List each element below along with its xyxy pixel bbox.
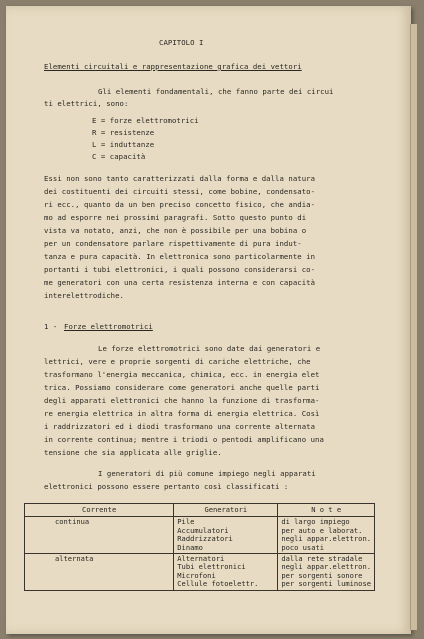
page-edge: [410, 24, 417, 630]
paragraph-line: i raddrizzatori ed i diodi trasformano una corrente alternata: [44, 422, 316, 431]
element-list-item: L = induttanze: [92, 140, 155, 149]
element-list-item: R = resistenze: [92, 128, 155, 137]
paragraph-line: mo ad esporre nei prossimi paragrafi. Sotto questo punto di: [44, 213, 307, 222]
subsection-title: Forze elettromotrici: [64, 322, 153, 331]
paragraph-line: lettrici, vere e proprie sorgenti di cariche elettriche, che: [44, 357, 311, 366]
paragraph-line: dei costituenti dei circuiti stessi, come bobine, condensato-: [44, 187, 316, 196]
column-header-corrente: Corrente: [25, 504, 174, 517]
paragraph-line: vista va notato, anzi, che non è possibile per una bobina o: [44, 226, 307, 235]
paragraph-line: portanti i tubi elettronici, i quali possono considerarsi co-: [44, 265, 316, 274]
element-list-item: C = capacità: [92, 152, 146, 161]
table-row: [25, 517, 375, 554]
table-cell-note: di largo impiego per auto e laborat. negli appar.elettron. poco usati: [278, 517, 375, 554]
paragraph-line: tensione che sia applicata alle griglie.: [44, 448, 222, 457]
paragraph-line: Le forze elettromotrici sono date dai generatori e: [98, 344, 321, 353]
column-header-note: N o t e: [278, 504, 375, 517]
paragraph-line: in corrente continua; mentre i triodi o pentodi amplificano una: [44, 435, 324, 444]
paragraph-line: ri ecc., quanto da un ben preciso concetto fisico, che andia-: [44, 200, 316, 209]
paragraph-line: degli apparati elettronici che hanno la funzione di trasforma-: [44, 396, 320, 405]
paragraph-line: I generatori di più comune impiego negli apparati: [98, 469, 316, 478]
table-row: [25, 554, 375, 591]
paragraph-line: elettronici possono essere pertanto così classificati :: [44, 482, 289, 491]
paragraph-line: tanza e pura capacità. In elettronica sono particolarmente in: [44, 252, 316, 261]
subsection-number: 1 -: [44, 322, 58, 331]
table-cell-note: dalla rete stradale negli appar.elettron. per sorgenti sonore per sorgenti luminose: [278, 554, 375, 591]
chapter-heading: CAPITOLO I: [159, 38, 204, 47]
paragraph-line: interelettrodiche.: [44, 291, 124, 300]
document-page: [6, 6, 411, 634]
table-cell-corrente: continua: [25, 517, 174, 554]
paragraph-line: re energia elettrica in altra forma di energia elettrica. Così: [44, 409, 320, 418]
column-header-generatori: Generatori: [174, 504, 278, 517]
section-title: Elementi circuitali e rappresentazione grafica dei vettori: [44, 62, 302, 71]
table-header-row: [25, 504, 375, 517]
element-list-item: E = forze elettromotrici: [92, 116, 199, 125]
table-cell-generatori: Alternatori Tubi elettronici Microfoni Cellule fotoelettr.: [174, 554, 278, 591]
paragraph-line: Essi non sono tanto caratterizzati dalla forma e dalla natura: [44, 174, 316, 183]
table-cell-corrente: alternata: [25, 554, 174, 591]
paragraph-line: trasformano l'energia meccanica, chimica, ecc. in energia elet: [44, 370, 320, 379]
intro-line: Gli elementi fondamentali, che fanno parte dei circui: [98, 87, 334, 96]
paragraph-line: per un condensatore parlare rispettivamente di pura indut-: [44, 239, 302, 248]
generators-table: [24, 503, 375, 591]
paragraph-line: me generatori con una certa resistenza interna e con capacità: [44, 278, 316, 287]
paragraph-line: trica. Possiamo considerare come generatori anche quelle parti: [44, 383, 320, 392]
table-cell-generatori: Pile Accumulatori Raddrizzatori Dinamo: [174, 517, 278, 554]
intro-line: ti elettrici, sono:: [44, 99, 129, 108]
